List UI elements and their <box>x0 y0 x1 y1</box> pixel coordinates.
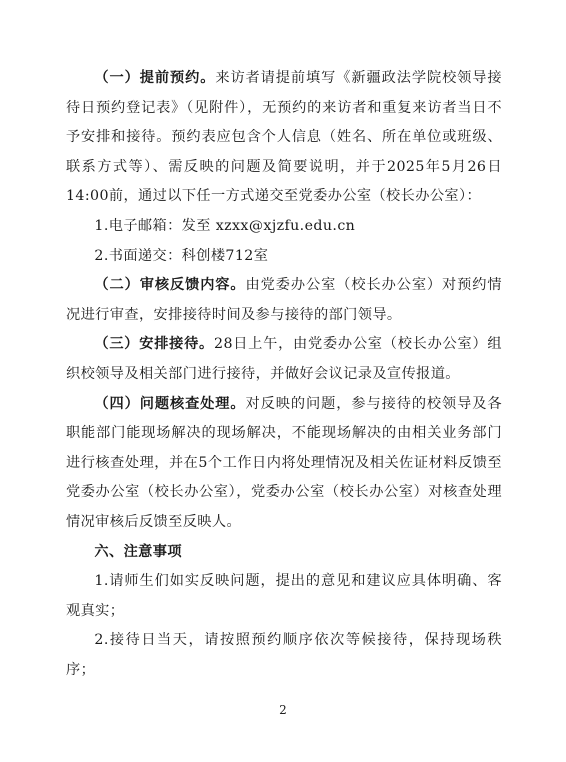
page-number: 2 <box>279 703 287 717</box>
note-item: 1.请师生们如实反映问题，提出的意见和建议应具体明确、客观真实； <box>66 573 502 619</box>
paragraph-text: 1.电子邮箱：发至 xzxx@xjzfu.edu.cn <box>94 217 356 234</box>
paragraph-written-method <box>66 242 502 272</box>
paragraph-issue-handling <box>66 390 502 538</box>
paragraph-review-feedback <box>66 271 502 330</box>
paragraph-text: 来访者请提前填写《新疆政法学院校领导接待日预约登记表》（见附件），无预约的来访者和重复来访者当日不予安排和接待。预约表应包含个人信息（姓名、所在单位或班级、联系方式等）、需反映的问题及简要说明，并于2025年5月26日14:00前，通过以下任一方式递交至党委办公室（校长办公室）： <box>66 70 503 205</box>
paragraph-lead: （二）审核反馈内容。 <box>94 277 246 294</box>
paragraph-text: 对反映的问题，参与接待的校领导及各职能部门能现场解决的现场解决，不能现场解决的由相关业务部门进行核查处理，并在5个工作日内将处理情况及相关佐证材料反馈至党委办公室（校长办公室），党委办公室（校长办公室）对核查处理情况审核后反馈至反映人。 <box>66 395 502 530</box>
section-heading: 六、注意事项 <box>94 543 182 560</box>
paragraph-lead: （四）问题核查处理。 <box>94 395 246 412</box>
paragraph-email-method <box>66 212 502 242</box>
paragraph-text: 28日上午，由党委办公室（校长办公室）组织校领导及相关部门进行接待，并做好会议记录及宣传报道。 <box>66 336 503 382</box>
paragraph-lead: （一）提前预约。 <box>94 70 216 86</box>
paragraph-text: 2.书面递交：科创楼712室 <box>94 247 269 264</box>
note-item: 2.接待日当天，请按照预约顺序依次等候接待，保持现场秩序； <box>66 632 502 678</box>
paragraph-advance-booking <box>66 64 502 212</box>
paragraph-arrange-reception <box>66 330 502 389</box>
paragraph-lead: （三）安排接待。 <box>94 336 215 353</box>
paragraph-text: 由党委办公室（校长办公室）对预约情况进行审查，安排接待时间及参与接待的部门领导。 <box>66 277 502 323</box>
document-body <box>66 64 502 685</box>
